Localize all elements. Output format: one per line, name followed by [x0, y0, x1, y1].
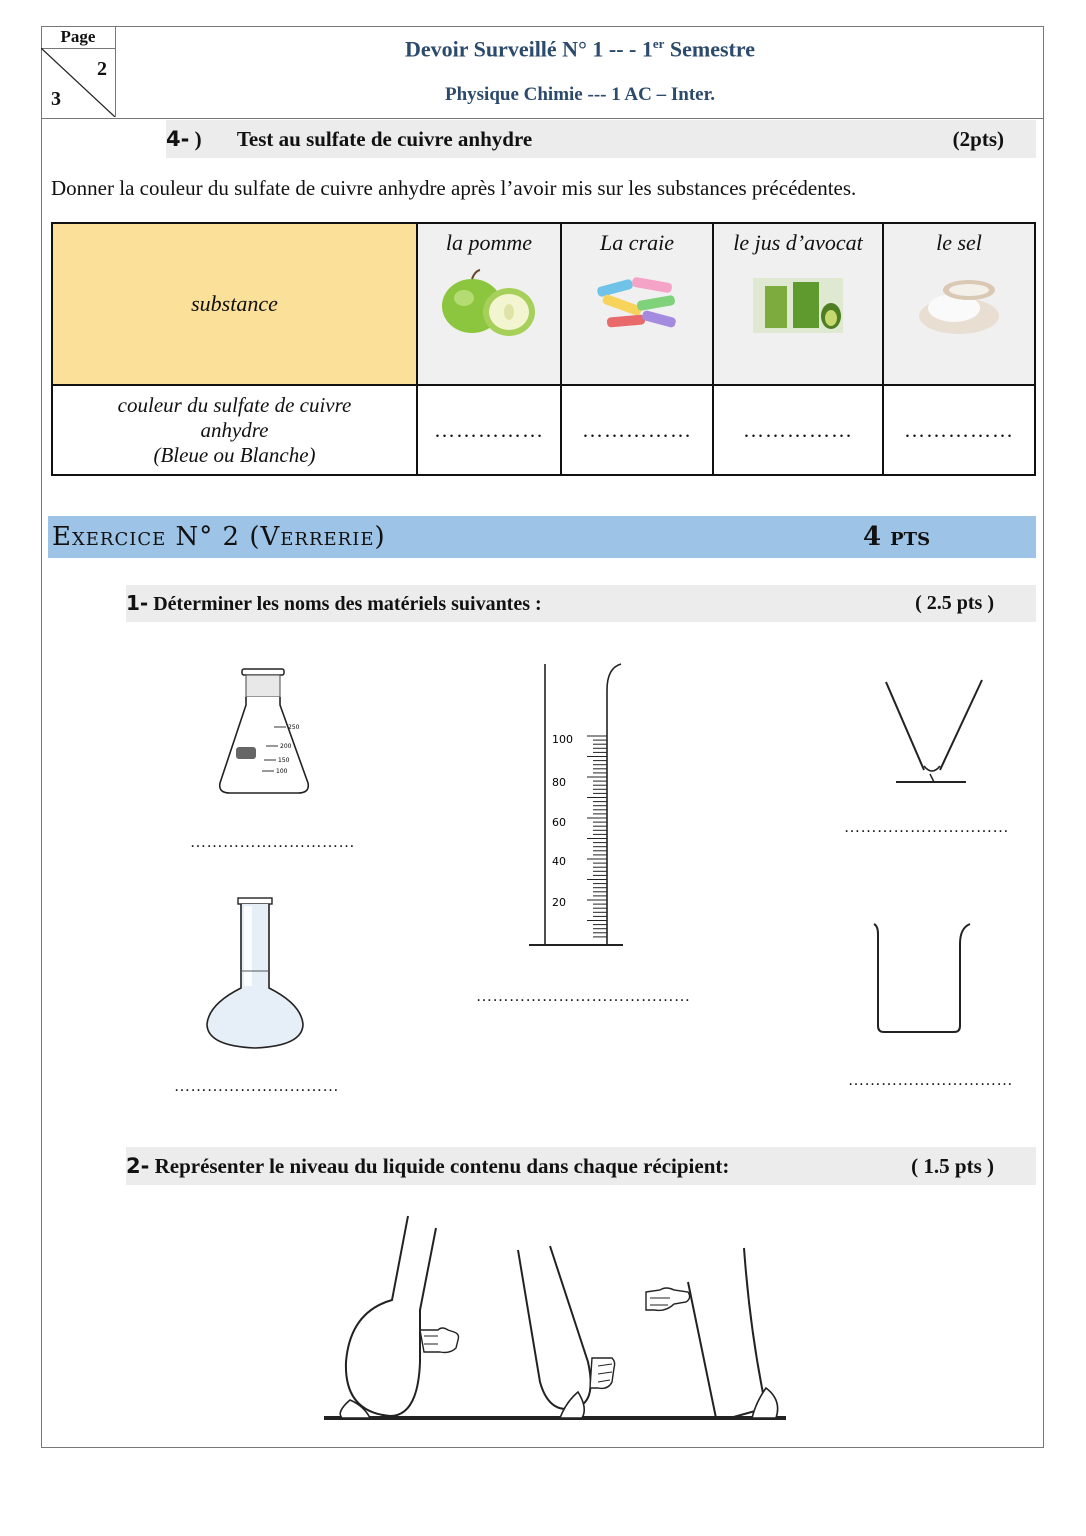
exam-subtitle: Physique Chimie --- 1 AC – Inter.	[444, 84, 716, 105]
exercise2-points: 4 pts	[863, 522, 931, 552]
q4-heading: 4- ) Test au sulfate de cuivre anhydre (2pts)	[166, 120, 1036, 158]
tick-label: 60	[552, 816, 566, 829]
substance-table	[51, 222, 1036, 476]
substance-apple: la pomme	[417, 223, 561, 385]
q4-points: (2pts)	[952, 127, 1004, 151]
q1-points: ( 2.5 pts )	[915, 592, 994, 614]
answer-line-beaker[interactable]: …………………………	[848, 1072, 1013, 1089]
page-number-box	[41, 26, 116, 117]
answer-line-cylinder[interactable]: …………………………………	[476, 988, 691, 1005]
graduated-cylinder-icon	[525, 660, 630, 952]
salt-image	[909, 268, 1009, 340]
page-total: 3	[51, 88, 61, 110]
answer-cell-avocado-juice[interactable]: ……………	[713, 385, 883, 475]
exam-title: Devoir Surveillé N° 1 -- - 1er Semestre	[404, 36, 756, 62]
svg-text:200: 200	[280, 743, 292, 750]
page-number: 2	[97, 58, 107, 80]
substance-salt: le sel	[883, 223, 1035, 385]
substance-chalk: La craie	[561, 223, 713, 385]
tick-label: 100	[552, 733, 573, 746]
exercise2-heading	[48, 516, 1036, 558]
header	[41, 26, 1044, 119]
answer-line-volumetric-flask[interactable]: …………………………	[174, 1078, 339, 1095]
volumetric-flask-icon	[203, 896, 308, 1056]
q1-heading: 1- Déterminer les noms des matériels suivantes : ( 2.5 pts )	[126, 585, 1036, 622]
tick-label: 80	[552, 776, 566, 789]
page-label: Page	[41, 26, 115, 49]
tilted-containers-illustration	[320, 1212, 790, 1427]
pointing-hand-icon	[420, 1328, 459, 1353]
pointing-hand-icon	[590, 1358, 615, 1388]
cylinder-ticks	[587, 736, 607, 937]
substance-header: substance	[52, 223, 417, 385]
answer-line-funnel[interactable]: …………………………	[844, 819, 1009, 836]
answer-line-flask[interactable]: …………………………	[190, 834, 355, 851]
chalk-image	[587, 268, 687, 340]
q2-heading: 2- Représenter le niveau du liquide contenu dans chaque récipient: ( 1.5 pts )	[126, 1147, 1036, 1185]
answer-cell-chalk[interactable]: ……………	[561, 385, 713, 475]
svg-text:250: 250	[288, 724, 300, 731]
svg-text:150: 150	[278, 757, 290, 764]
q2-points: ( 1.5 pts )	[911, 1154, 994, 1178]
erlenmeyer-flask-icon	[210, 665, 320, 805]
q4-title: Test au sulfate de cuivre anhydre	[236, 127, 533, 151]
color-row-label: couleur du sulfate de cuivre anhydre (Bleue ou Blanche)	[52, 385, 417, 475]
tick-label: 40	[552, 855, 566, 868]
avocado-juice-image	[743, 268, 853, 340]
answer-cell-salt[interactable]: ……………	[883, 385, 1035, 475]
answer-cell-apple[interactable]: ……………	[417, 385, 561, 475]
pointing-hand-icon	[646, 1288, 690, 1310]
beaker-icon	[868, 920, 978, 1038]
apple-image	[434, 268, 544, 340]
svg-text:100: 100	[276, 768, 288, 775]
q4-instruction: Donner la couleur du sulfate de cuivre anhydre après l’avoir mis sur les substances précédentes.	[51, 176, 857, 200]
funnel-icon	[880, 676, 990, 788]
tick-label: 20	[552, 896, 566, 909]
exercise2-title: Exercice N° 2 (Verrerie)	[52, 522, 386, 552]
substance-avocado-juice: le jus d’avocat	[713, 223, 883, 385]
